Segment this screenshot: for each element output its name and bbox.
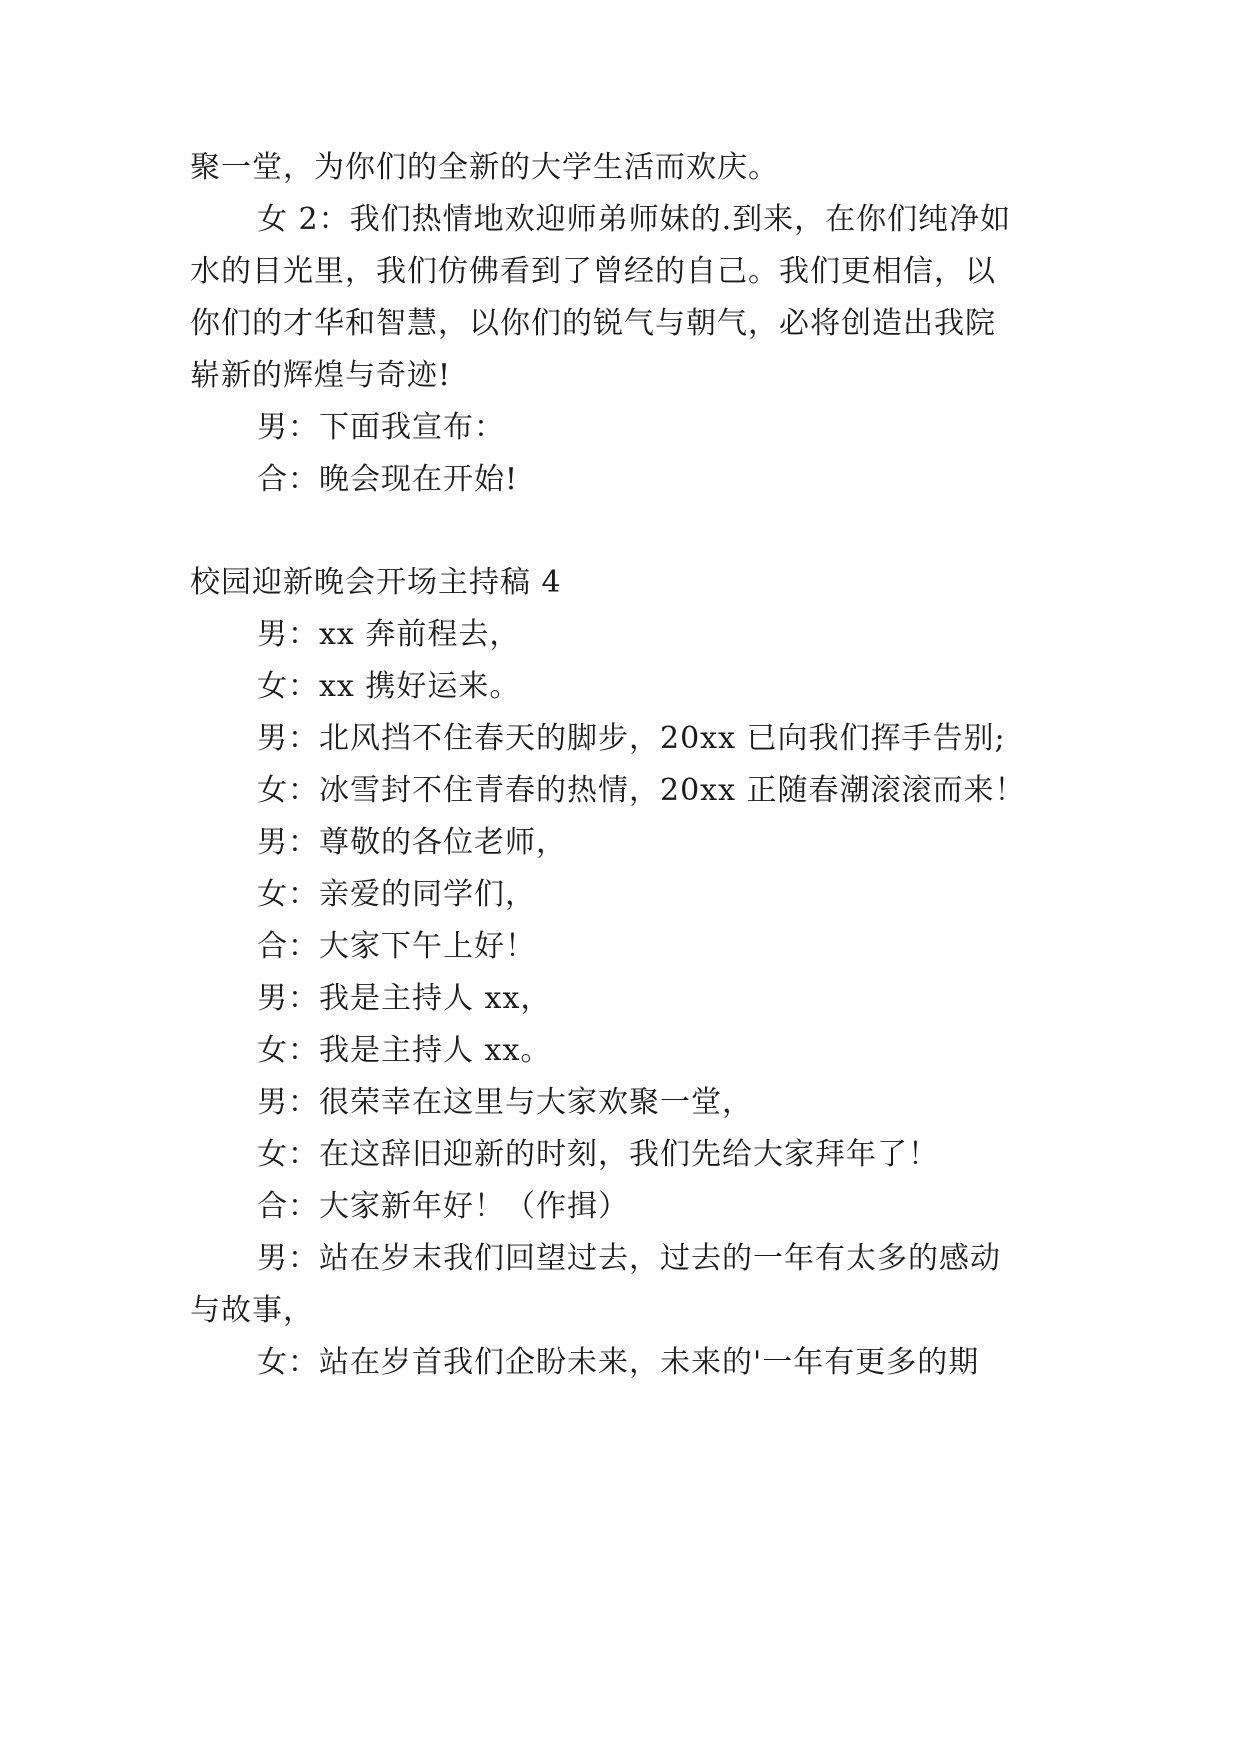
text-line: 女 2：我们热情地欢迎师弟师妹的.到来，在你们纯净如	[257, 202, 1012, 237]
section-title: 校园迎新晚会开场主持稿 4	[190, 565, 562, 600]
text-line: 你们的才华和智慧，以你们的锐气与朝气，必将创造出我院	[190, 306, 996, 341]
text-line: 水的目光里，我们仿佛看到了曾经的自己。我们更相信，以	[190, 254, 996, 289]
text-line: 男：下面我宣布：	[257, 410, 505, 445]
text-line: 女：亲爱的同学们，	[257, 877, 536, 912]
text-line: 女：xx 携好运来。	[257, 669, 521, 704]
text-line: 女：在这辞旧迎新的时刻，我们先给大家拜年了！	[257, 1137, 939, 1172]
text-line: 男：站在岁末我们回望过去，过去的一年有太多的感动	[257, 1241, 1001, 1276]
text-line: 男：xx 奔前程去，	[257, 617, 521, 652]
text-line: 男：尊敬的各位老师，	[257, 825, 567, 860]
text-line: 合：大家新年好！（作揖）	[257, 1189, 629, 1224]
text-line: 与故事，	[190, 1293, 314, 1328]
text-line: 女：冰雪封不住青春的热情，20xx 正随春潮滚滚而来！	[257, 773, 1026, 808]
text-line: 男：北风挡不住春天的脚步，20xx 已向我们挥手告别;	[257, 721, 1006, 756]
text-line: 女：我是主持人 xx。	[257, 1033, 552, 1068]
text-line: 男：我是主持人 xx，	[257, 981, 552, 1016]
text-line: 崭新的辉煌与奇迹!	[190, 358, 452, 393]
text-line: 聚一堂，为你们的全新的大学生活而欢庆。	[190, 150, 779, 185]
text-line: 合：晚会现在开始!	[257, 462, 519, 497]
text-line: 合：大家下午上好！	[257, 929, 536, 964]
text-line: 男：很荣幸在这里与大家欢聚一堂，	[257, 1085, 753, 1120]
text-line: 女：站在岁首我们企盼未来，未来的'一年有更多的期	[257, 1345, 980, 1380]
